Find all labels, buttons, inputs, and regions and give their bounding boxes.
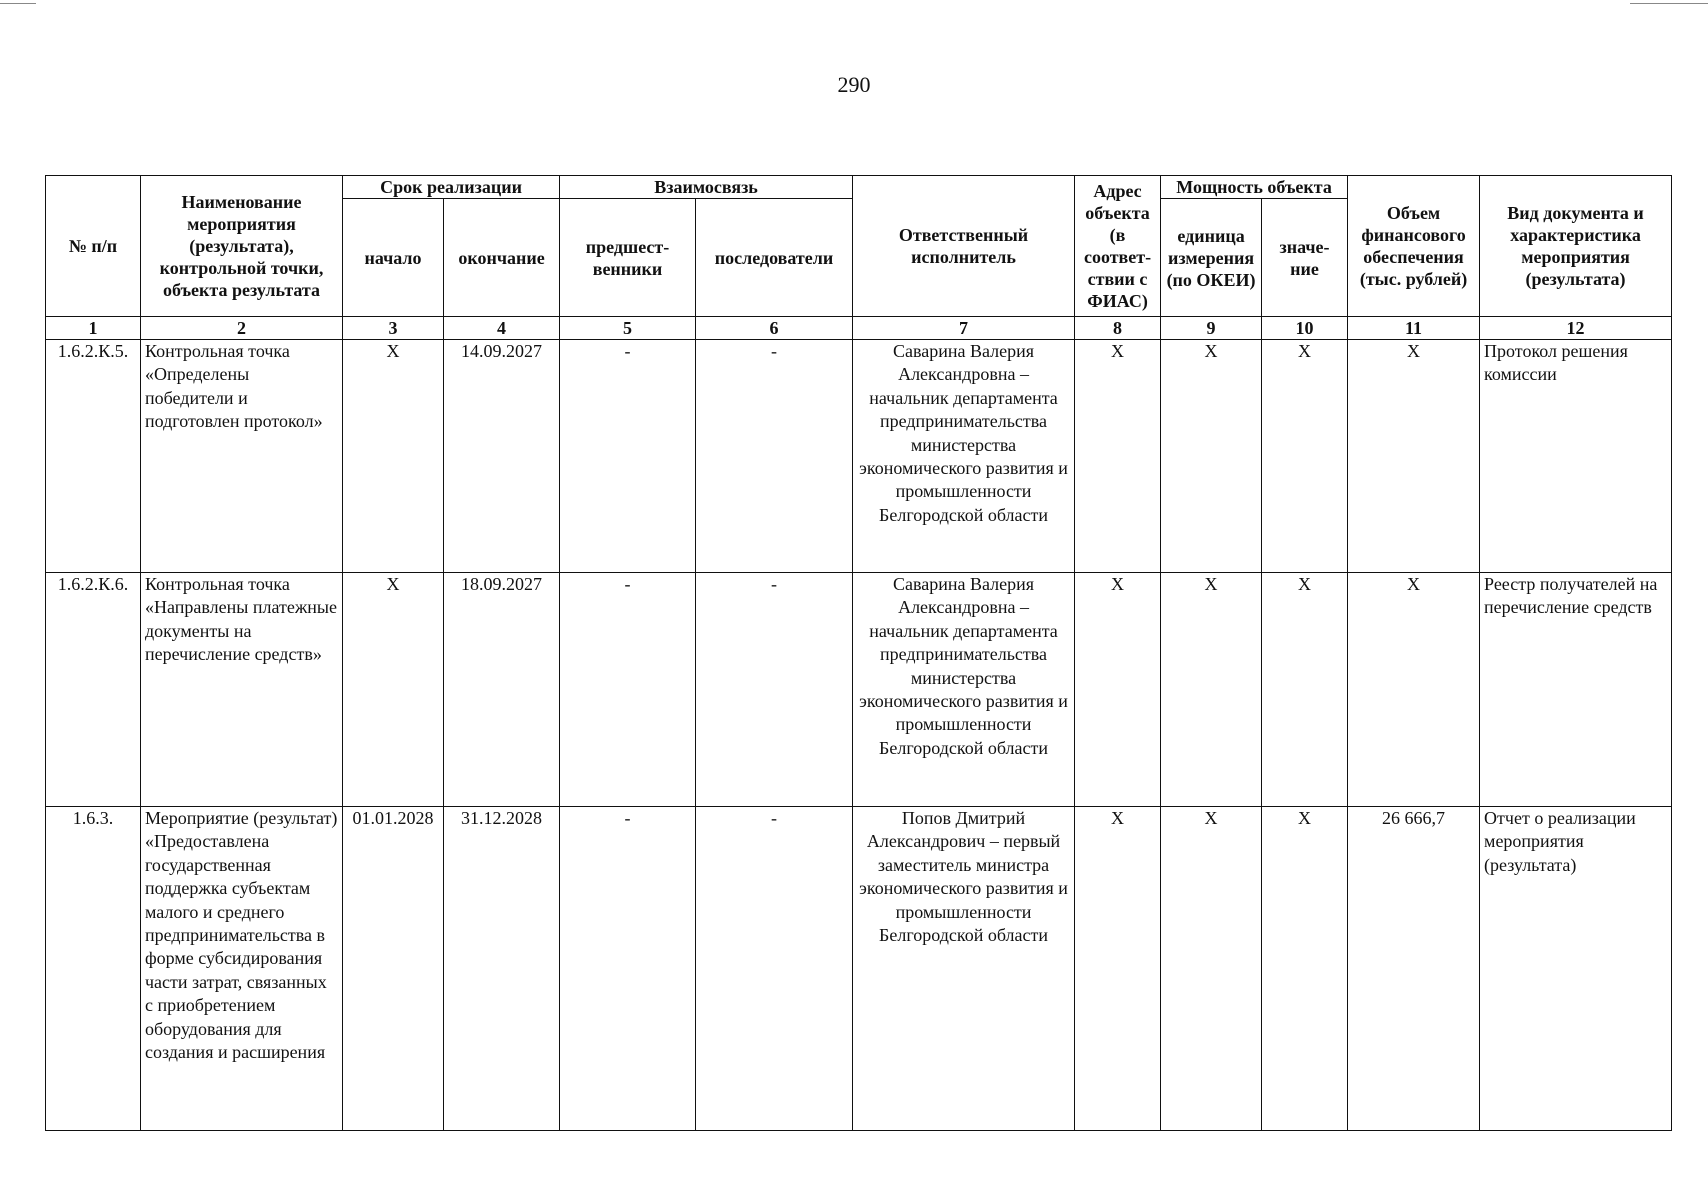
header-capacity: Мощность объекта	[1161, 176, 1348, 199]
header-relation-pred: предшест-венники	[560, 199, 696, 317]
cell-value: X	[1262, 807, 1348, 1131]
cell-pred: -	[560, 340, 696, 573]
column-number: 2	[141, 317, 343, 340]
cell-succ: -	[696, 573, 853, 807]
cell-doc: Реестр получателей на перечисление средств	[1480, 573, 1672, 807]
cell-start: X	[343, 573, 444, 807]
header-period: Срок реализации	[343, 176, 560, 199]
activities-table	[45, 175, 1672, 1131]
header-num: № п/п	[46, 176, 141, 317]
scan-edge-line-right	[1630, 3, 1708, 4]
column-number: 3	[343, 317, 444, 340]
cell-end: 31.12.2028	[444, 807, 560, 1131]
scan-edge-line-left	[0, 3, 36, 4]
cell-name: Контрольная точка «Определены победители и подготовлен протокол»	[141, 340, 343, 573]
cell-start: X	[343, 340, 444, 573]
header-responsible: Ответственный исполнитель	[853, 176, 1075, 317]
cell-responsible: Попов Дмитрий Александрович – первый заместитель министра экономического развития и промышленности Белгородской области	[853, 807, 1075, 1131]
cell-unit: X	[1161, 807, 1262, 1131]
column-number: 11	[1348, 317, 1480, 340]
cell-pred: -	[560, 807, 696, 1131]
header-finance: Объем финансового обеспечения (тыс. рублей)	[1348, 176, 1480, 317]
column-number: 4	[444, 317, 560, 340]
header-relation: Взаимосвязь	[560, 176, 853, 199]
header-relation-succ: последователи	[696, 199, 853, 317]
cell-num: 1.6.2.К.5.	[46, 340, 141, 573]
column-number: 12	[1480, 317, 1672, 340]
header-capacity-unit: единица измерения (по ОКЕИ)	[1161, 199, 1262, 317]
column-number: 10	[1262, 317, 1348, 340]
cell-address: X	[1075, 573, 1161, 807]
table-row	[46, 807, 1672, 1131]
cell-value: X	[1262, 573, 1348, 807]
cell-address: X	[1075, 340, 1161, 573]
cell-responsible: Саварина Валерия Александровна – начальник департамента предпринимательства министерства экономического развития и промышленности Белгородской области	[853, 573, 1075, 807]
cell-end: 14.09.2027	[444, 340, 560, 573]
column-number: 9	[1161, 317, 1262, 340]
cell-doc: Протокол решения комиссии	[1480, 340, 1672, 573]
cell-succ: -	[696, 807, 853, 1131]
cell-finance: X	[1348, 573, 1480, 807]
table-row	[46, 340, 1672, 573]
column-number-row	[46, 317, 1672, 340]
cell-value: X	[1262, 340, 1348, 573]
cell-doc: Отчет о реализации мероприятия (результата)	[1480, 807, 1672, 1131]
cell-start: 01.01.2028	[343, 807, 444, 1131]
column-number: 5	[560, 317, 696, 340]
header-doc-type: Вид документа и характеристика мероприятия (результата)	[1480, 176, 1672, 317]
cell-responsible: Саварина Валерия Александровна – начальник департамента предпринимательства министерства экономического развития и промышленности Белгородской области	[853, 340, 1075, 573]
header-address: Адрес объекта (в соответ-ствии с ФИАС)	[1075, 176, 1161, 317]
cell-name: Контрольная точка «Направлены платежные документы на перечисление средств»	[141, 573, 343, 807]
header-name: Наименование мероприятия (результата), контрольной точки, объекта результата	[141, 176, 343, 317]
cell-name: Мероприятие (результат) «Предоставлена государственная поддержка субъектам малого и среднего предпринимательства в форме субсидирования части затрат, связанных с приобретением оборудования для создания и расширения	[141, 807, 343, 1131]
cell-unit: X	[1161, 340, 1262, 573]
column-number: 1	[46, 317, 141, 340]
cell-end: 18.09.2027	[444, 573, 560, 807]
cell-num: 1.6.3.	[46, 807, 141, 1131]
cell-pred: -	[560, 573, 696, 807]
page-number: 290	[837, 72, 871, 97]
table-row	[46, 573, 1672, 807]
cell-finance: X	[1348, 340, 1480, 573]
header-capacity-value: значе-ние	[1262, 199, 1348, 317]
column-number: 6	[696, 317, 853, 340]
header-period-start: начало	[343, 199, 444, 317]
cell-unit: X	[1161, 573, 1262, 807]
cell-address: X	[1075, 807, 1161, 1131]
cell-finance: 26 666,7	[1348, 807, 1480, 1131]
header-row-top	[46, 176, 1672, 199]
header-period-end: окончание	[444, 199, 560, 317]
column-number: 7	[853, 317, 1075, 340]
column-number: 8	[1075, 317, 1161, 340]
cell-succ: -	[696, 340, 853, 573]
cell-num: 1.6.2.К.6.	[46, 573, 141, 807]
